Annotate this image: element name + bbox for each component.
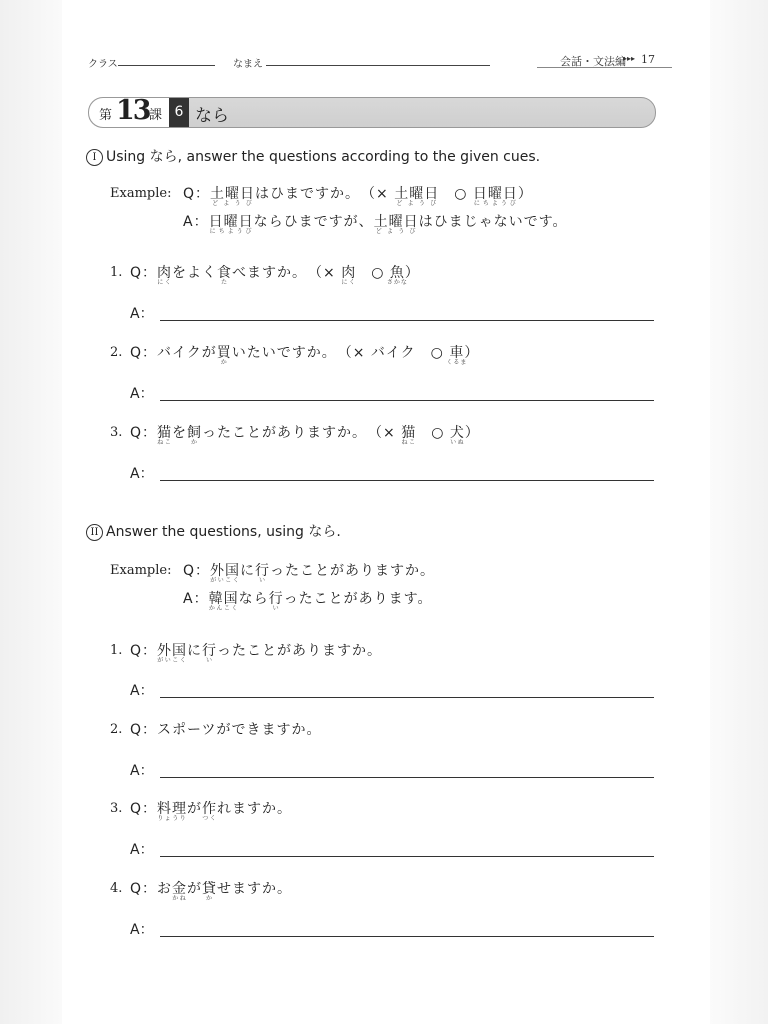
lesson-topic: なら (195, 106, 229, 126)
answer-label: A： (130, 763, 154, 779)
kanji-with-furigana: 韓国かんこく (208, 591, 239, 612)
answer-line[interactable] (160, 777, 654, 778)
text-segment: ） (464, 345, 480, 361)
furigana: にちようび (472, 200, 518, 207)
example-question (183, 183, 533, 206)
text-segment: Q：バイクが (130, 345, 217, 361)
kanji-with-furigana: 料理りょうり (157, 801, 188, 822)
section-2-heading (86, 521, 341, 541)
text-segment: に (187, 643, 203, 659)
text-segment: が (187, 801, 203, 817)
furigana: さかな (386, 279, 408, 286)
answer-line[interactable] (160, 936, 654, 937)
kanji-with-furigana: 作つく (202, 801, 218, 822)
lesson-ka: 課 (149, 108, 163, 123)
example-answer (183, 211, 567, 234)
text-segment: いたいですか。 （× バイク ○ (231, 345, 450, 361)
text-segment: に (240, 563, 256, 579)
kanji-with-furigana: 肉にく (157, 265, 173, 286)
answer-line[interactable] (160, 480, 654, 481)
item-number: 1. (110, 643, 123, 658)
text-segment: なら (238, 591, 269, 607)
item-number: 3. (110, 801, 123, 816)
kanji-with-furigana: 日曜日にちようび (208, 214, 254, 235)
furigana: かんこく (208, 605, 239, 612)
furigana: かね (172, 895, 188, 902)
kanji-with-furigana: 土曜日どようび (394, 186, 440, 207)
lesson-title-bar (88, 97, 656, 128)
arrows-icon: ▸▸▸ (623, 54, 636, 63)
furigana: にちようび (208, 228, 254, 235)
text-segment: Q：スポーツができますか。 (130, 722, 322, 738)
question (130, 640, 382, 663)
text-segment: Q： (130, 425, 158, 441)
text-segment: ） (404, 265, 420, 281)
name-field[interactable] (266, 65, 490, 66)
text-segment: ） (464, 425, 480, 441)
item-number: 2. (110, 345, 123, 360)
text-segment: ったことがありますか。 (270, 563, 436, 579)
kanji-with-furigana: 犬いぬ (449, 425, 465, 446)
kanji-with-furigana: 肉にく (341, 265, 357, 286)
lesson-dai: 第 (99, 108, 113, 123)
furigana: た (217, 279, 233, 286)
question (130, 719, 321, 739)
furigana: どようび (394, 200, 440, 207)
text-segment: を (172, 425, 188, 441)
kanji-with-furigana: 魚さかな (386, 265, 408, 286)
furigana: か (187, 439, 203, 446)
answer-label: A： (130, 306, 154, 322)
item-number: 3. (110, 425, 123, 440)
question (130, 422, 480, 445)
text-segment: ○ (356, 265, 390, 281)
text-segment: はひまですか。 （× (255, 186, 395, 202)
text-segment: れますか。 (217, 801, 293, 817)
section-2-instruction: Answer the questions, using なら. (106, 524, 341, 540)
item-number: 4. (110, 881, 123, 896)
answer-label: A： (130, 683, 154, 699)
furigana: にく (341, 279, 357, 286)
text-segment: Q： (183, 563, 211, 579)
answer-line[interactable] (160, 400, 654, 401)
furigana: か (216, 359, 232, 366)
text-segment: ったことがありますか。 (217, 643, 383, 659)
text-segment: ） (517, 186, 533, 202)
kanji-with-furigana: 外国がいこく (157, 643, 188, 664)
example-answer (183, 588, 432, 611)
text-segment: ならひまですが、 (253, 214, 374, 230)
text-segment: Q： (130, 265, 158, 281)
furigana: どようび (373, 228, 419, 235)
text-segment: ったことがあります。 (283, 591, 433, 607)
answer-line[interactable] (160, 320, 654, 321)
answer-label: A： (130, 922, 154, 938)
furigana: ねこ (157, 439, 173, 446)
class-label: クラス (88, 59, 118, 70)
question (130, 798, 292, 821)
text-segment: Q： (130, 643, 158, 659)
text-segment: はひまじゃないです。 (418, 214, 568, 230)
question (130, 342, 479, 365)
furigana: か (202, 895, 218, 902)
kanji-with-furigana: 貸か (202, 881, 218, 902)
kanji-with-furigana: 土曜日どようび (373, 214, 419, 235)
kanji-with-furigana: 食た (217, 265, 233, 286)
kanji-with-furigana: 土曜日どようび (210, 186, 256, 207)
answer-label: A： (130, 386, 154, 402)
example-question (183, 560, 435, 583)
text-segment: ○ (416, 425, 450, 441)
text-segment: せますか。 (217, 881, 293, 897)
furigana: つく (202, 815, 218, 822)
furigana: にく (157, 279, 173, 286)
question (130, 262, 420, 285)
furigana: いぬ (449, 439, 465, 446)
answer-line[interactable] (160, 856, 654, 857)
furigana: くるま (446, 359, 468, 366)
text-segment: ったことがありますか。 （× (202, 425, 402, 441)
lesson-badge (89, 98, 169, 127)
kanji-with-furigana: 猫ねこ (157, 425, 173, 446)
answer-label: A： (130, 842, 154, 858)
question (130, 878, 292, 901)
item-number: 1. (110, 265, 123, 280)
section-1-heading (86, 146, 540, 166)
furigana: ねこ (401, 439, 417, 446)
class-field[interactable] (118, 65, 215, 66)
answer-label: A： (130, 466, 154, 482)
furigana: がいこく (210, 577, 241, 584)
lesson-number: 13 (116, 97, 150, 126)
kanji-with-furigana: 行い (255, 563, 271, 584)
text-segment: Q：お (130, 881, 173, 897)
section-1-numeral: I (86, 149, 103, 166)
text-segment: ○ (439, 186, 473, 202)
answer-line[interactable] (160, 697, 654, 698)
kanji-with-furigana: 飼か (187, 425, 203, 446)
furigana: い (202, 657, 218, 664)
kanji-with-furigana: 外国がいこく (210, 563, 241, 584)
furigana: い (268, 605, 284, 612)
kanji-with-furigana: 金かね (172, 881, 188, 902)
section-1-instruction: Using なら, answer the questions according to the given cues. (106, 149, 541, 165)
text-segment: が (187, 881, 203, 897)
text-segment: Q： (130, 801, 158, 817)
furigana: りょうり (157, 815, 188, 822)
text-segment: をよく (172, 265, 218, 281)
text-segment: A： (183, 591, 209, 607)
section-number: 6 (169, 98, 189, 127)
kanji-with-furigana: 行い (202, 643, 218, 664)
furigana: どようび (210, 200, 256, 207)
section-2-numeral: II (86, 524, 103, 541)
scan-right-edge (710, 0, 768, 1024)
furigana: がいこく (157, 657, 188, 664)
kanji-with-furigana: 買か (216, 345, 232, 366)
example-label: Example: (110, 563, 172, 578)
item-number: 2. (110, 722, 123, 737)
kanji-with-furigana: 日曜日にちようび (472, 186, 518, 207)
text-segment: べますか。 （× (232, 265, 342, 281)
kanji-with-furigana: 車くるま (446, 345, 468, 366)
page-number: 17 (641, 53, 655, 66)
furigana: い (255, 577, 271, 584)
text-segment: A： (183, 214, 209, 230)
text-segment: Q： (183, 186, 211, 202)
scan-left-edge (0, 0, 62, 1024)
header-rule (537, 67, 672, 68)
book-section-label: 会話・文法編 (560, 55, 626, 68)
kanji-with-furigana: 行い (268, 591, 284, 612)
name-label: なまえ (233, 59, 263, 70)
kanji-with-furigana: 猫ねこ (401, 425, 417, 446)
example-label: Example: (110, 186, 172, 201)
